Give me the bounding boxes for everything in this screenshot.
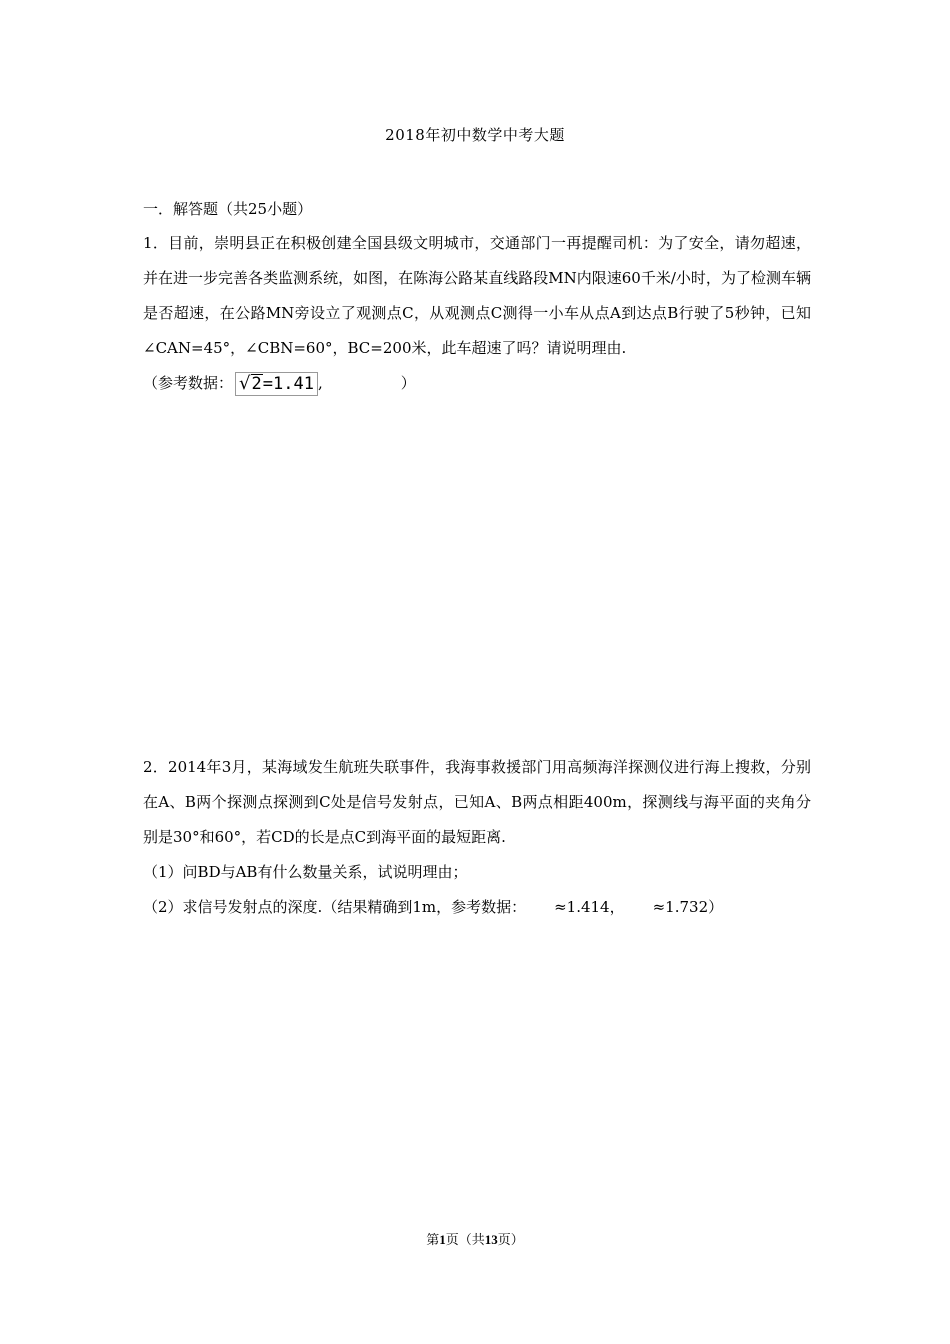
sqrt-radicand: 2: [251, 374, 262, 394]
part-2-value-2: ≈1.732）: [652, 898, 724, 916]
part-2-value-1: ≈1.414，: [554, 898, 625, 916]
part-2-prefix: （2）求信号发射点的深度.（结果精确到1m，参考数据：: [143, 898, 527, 916]
question-2: [143, 750, 811, 925]
formula-value: =1.41: [262, 374, 314, 394]
question-2-text: 2．2014年3月，某海域发生航班失联事件，我海事救援部门用高频海洋探测仪进行海上搜救，分别在A、B两个探测点探测到C处是信号发射点，已知A、B两点相距400m，探测线与海平面的夹角分别是30°和60°，若CD的长是点C到海平面的最短距离.: [143, 758, 811, 846]
footer-total-pages: 13: [484, 1232, 498, 1247]
question-1-text: 1．目前，崇明县正在积极创建全国县级文明城市，交通部门一再提醒司机：为了安全，请勿超速，并在进一步完善各类监测系统，如图，在陈海公路某直线路段MN内限速60千米/小时，为了检测车辆是否超速，在公路MN旁设立了观测点C，从观测点C测得一小车从点A到达点B行驶了5秒钟，已知∠CAN=45°，∠CBN=60°，BC=200米，此车超速了吗？请说明理由.: [143, 234, 811, 357]
reference-prefix: （参考数据：: [143, 374, 234, 392]
section-title: 一．解答题（共25小题）: [143, 200, 313, 218]
footer-page-number: 1: [439, 1232, 446, 1247]
page-title: 2018年初中数学中考大题: [385, 126, 565, 144]
reference-suffix: ）: [400, 374, 416, 392]
footer-middle: 页（共: [445, 1232, 485, 1247]
sqrt2-formula: [235, 372, 318, 396]
footer-suffix: 页）: [497, 1232, 524, 1247]
footer-prefix: 第: [426, 1232, 440, 1247]
page-footer: [0, 1229, 950, 1248]
question-2-part-2: [143, 890, 811, 925]
reference-comma: ,: [317, 374, 323, 392]
question-1-reference: [143, 366, 811, 401]
question-2-part-1: （1）问BD与AB有什么数量关系，试说明理由；: [143, 863, 468, 881]
question-1: [143, 226, 811, 401]
sqrt-icon: √: [239, 373, 251, 394]
